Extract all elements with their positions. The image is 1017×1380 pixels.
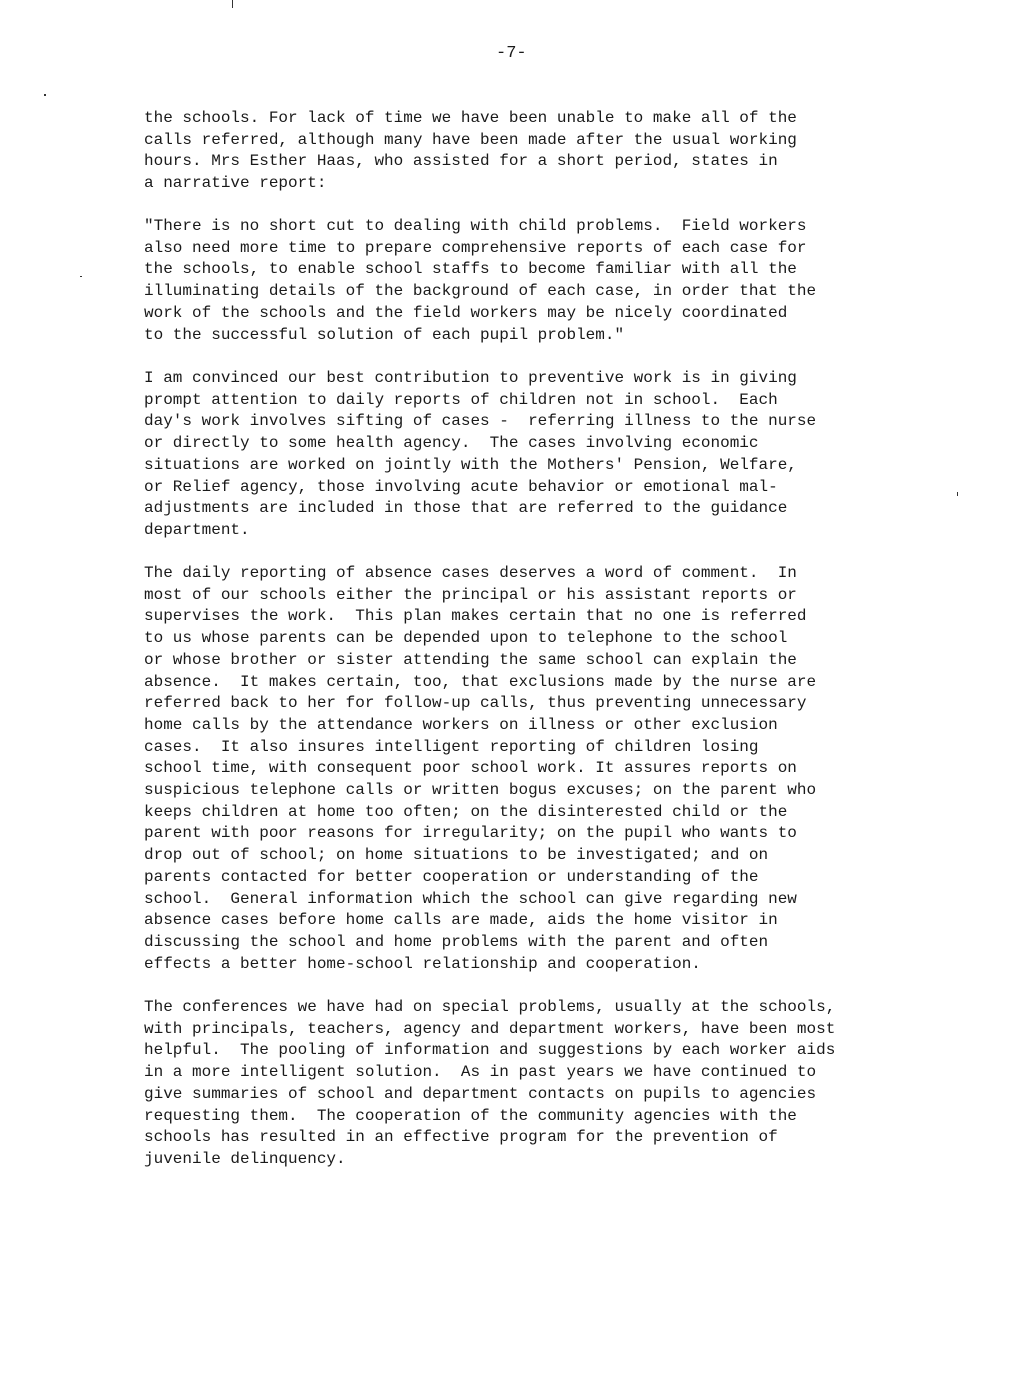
scan-mark-left: [44, 94, 46, 96]
paragraph-conferences: The conferences we have had on special problems, usually at the schools, with principals, teachers, agency and department workers, have been most helpful. The pooling of information and suggestions by each worker aids in a more intelligent solution. As in past years we have continued to give summaries of school and department contacts on pupils to agencies requesting them. The cooperation of the community agencies with the schools has resulted in an effective program for the prevention of juvenile delinquency.: [144, 998, 836, 1168]
page-number: -7-: [496, 44, 527, 63]
paragraph-preventive-work: I am convinced our best contribution to preventive work is in giving prompt attention to daily reports of children not in school. Each day's work involves sifting of cases - referring illness to the nurse or directly to some health agency. The cases involving economic situations are worked on jointly with the Mothers' Pension, Welfare, or Relief agency, those involving acute behavior or emotional mal- adjustments are included in those that are referred to the guidance department.: [144, 369, 817, 539]
scan-mark-right: [957, 492, 958, 496]
paragraph-quote-haas: "There is no short cut to dealing with child problems. Field workers also need more time to prepare comprehensive reports of each case for the schools, to enable school staffs to become familiar with all the illuminating details of the background of each case, in order that the work of the schools and the field workers may be nicely coordinated to the successful solution of each pupil problem.": [144, 217, 817, 344]
scan-mark-top: [232, 0, 233, 8]
paragraph-absence-reporting: The daily reporting of absence cases deserves a word of comment. In most of our schools either the principal or his assistant reports or supervises the work. This plan makes certain that no one is referred to us whose parents can be depended upon to telephone to the school or whose brother or sister attending the same school can explain the absence. It makes certain, too, that exclusions made by the nurse are referred back to her for follow-up calls, thus preventing unnecessary home calls by the attendance workers on illness or other exclusion cases. It also insures intelligent reporting of children losing school time, with consequent poor school work. It assures reports on suspicious telephone calls or written bogus excuses; on the parent who keeps children at home too often; on the disinterested child or the parent with poor reasons for irregularity; on the pupil who wants to drop out of school; on home situations to be investigated; and on parents contacted for better cooperation or understanding of the school. General information which the school can give regarding new absence cases before home calls are made, aids the home visitor in discussing the school and home problems with the parent and often effects a better home-school relationship and cooperation.: [144, 564, 817, 973]
scan-mark-left-2: [80, 276, 82, 277]
paragraph-schools-calls: the schools. For lack of time we have been unable to make all of the calls referred, although many have been made after the usual working hours. Mrs Esther Haas, who assisted for a short period, states in a narrative report:: [144, 109, 797, 193]
